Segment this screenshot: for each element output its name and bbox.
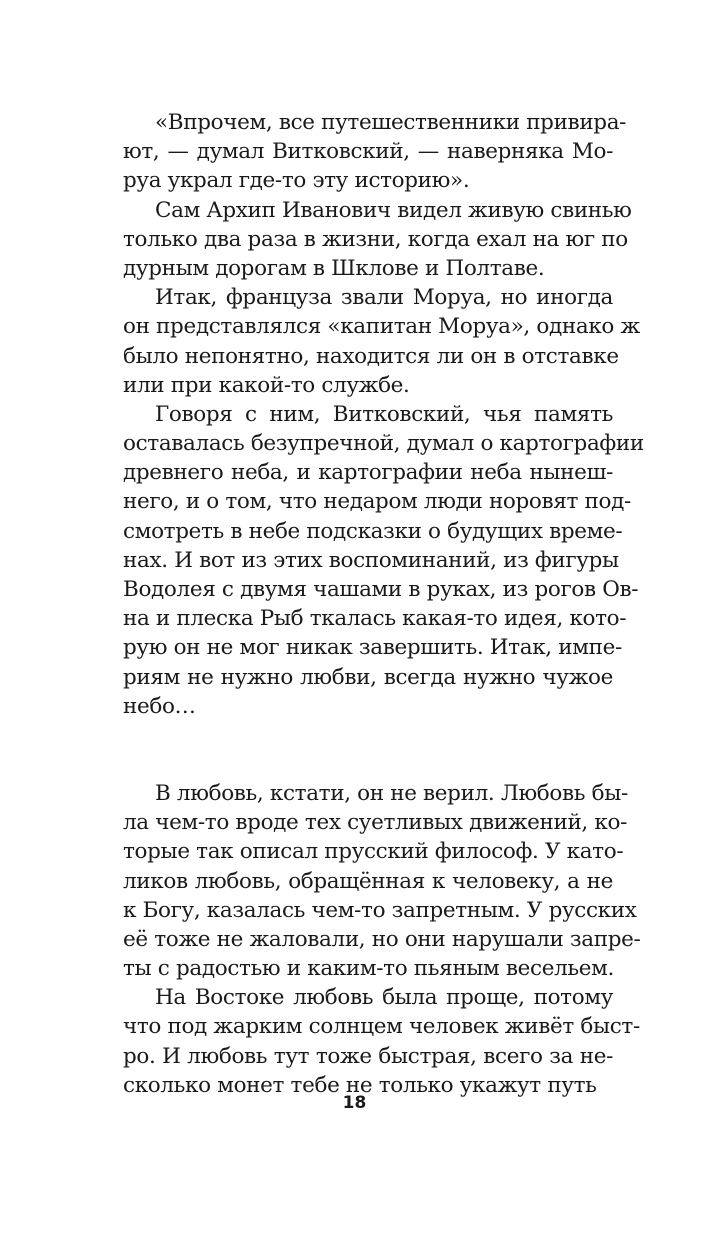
paragraph	[123, 196, 632, 284]
text-line: На Востоке любовь была проще, потому	[155, 985, 613, 1011]
text-line: рую он не мог никак завершить. Итак, импе-	[123, 635, 622, 661]
paragraph	[123, 400, 644, 721]
paragraph	[123, 108, 627, 196]
text-line: ро. И любовь тут тоже быстрая, всего за не-	[123, 1043, 613, 1069]
text-line: ла чем-то вроде тех суетливых движений, ко-	[123, 810, 627, 836]
text-line: оставалась безупречной, думал о картографии	[123, 431, 644, 457]
text-section-top	[123, 108, 644, 721]
paragraph	[123, 779, 641, 983]
text-line: ют, — думал Витковский, — наверняка Мо-	[123, 139, 613, 165]
text-line: было непонятно, находится ли он в отставке	[123, 343, 619, 369]
paragraph	[123, 983, 640, 1100]
text-line: риям не нужно любви, всегда нужно чужое	[123, 664, 613, 690]
paragraph	[123, 283, 640, 400]
text-line: дурным дорогам в Шклове и Полтаве.	[123, 255, 545, 281]
page-number: 18	[342, 1093, 367, 1113]
text-line: торые так описал прусский философ. У като-	[123, 839, 624, 865]
text-line: Итак, француза звали Моруа, но иногда	[155, 285, 613, 311]
text-line: В любовь, кстати, он не верил. Любовь бы-	[155, 780, 628, 806]
text-line: только два раза в жизни, когда ехал на юг по	[123, 226, 628, 252]
text-line: к Богу, казалась чем-то запретным. У русских	[123, 897, 637, 923]
text-line: Водолея с двумя чашами в руках, из рогов Ов-	[123, 577, 639, 602]
text-line: нах. И вот из этих воспоминаний, из фигуры	[123, 547, 619, 573]
text-line: или при какой-то службе.	[123, 372, 410, 398]
text-line: что под жарким солнцем человек живёт быст-	[123, 1014, 640, 1040]
text-line: он представлялся «капитан Моруа», однако ж	[123, 314, 640, 340]
text-line: руа украл где-то эту историю».	[123, 168, 470, 194]
text-line: Говоря с ним, Витковский, чья память	[155, 401, 613, 427]
text-line: небо…	[123, 693, 196, 719]
text-line: ты с радостью и каким-то пьяным весельем.	[123, 956, 615, 982]
text-line: Сам Архип Иванович видел живую свинью	[155, 197, 632, 223]
text-line: смотреть в небе подсказки о будущих време-	[123, 518, 623, 544]
section-break	[123, 721, 613, 779]
text-line: ликов любовь, обращённая к человеку, а не	[123, 868, 613, 894]
text-section-bottom	[123, 779, 641, 1100]
text-line: «Впрочем, все путешественники привира-	[155, 110, 627, 135]
text-line: на и плеска Рыб ткалась какая-то идея, кото-	[123, 606, 627, 632]
text-line: сколько монет тебе не только укажут путь	[123, 1072, 597, 1098]
text-line: её тоже не жаловали, но они нарушали запре-	[123, 926, 641, 952]
text-line: древнего неба, и картографии неба нынеш-	[123, 460, 613, 486]
page-body	[123, 108, 644, 1100]
text-line: него, и о том, что недаром люди норовят под-	[123, 489, 631, 515]
